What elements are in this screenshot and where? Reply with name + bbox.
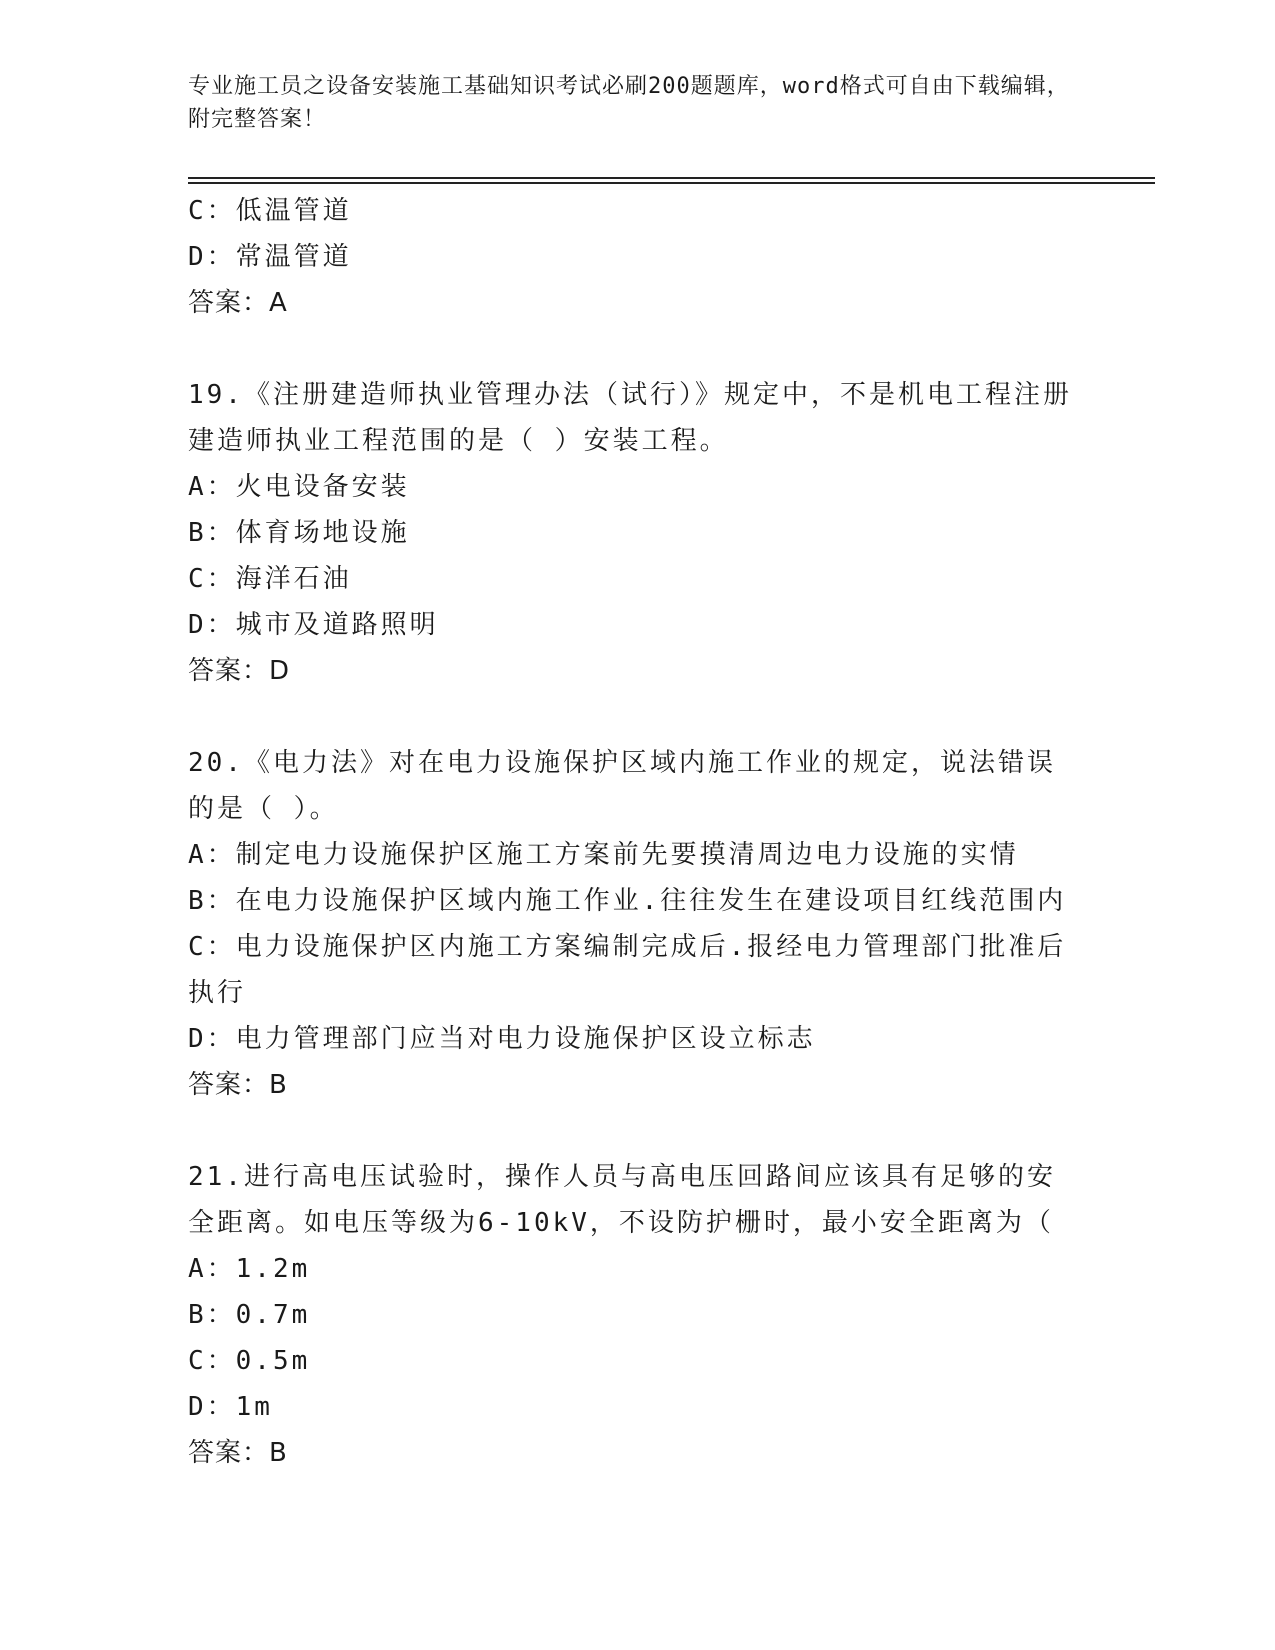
answer-line: 答案：A xyxy=(188,288,288,318)
option-d: D：常温管道 xyxy=(188,242,352,272)
option-c: C：海洋石油 xyxy=(188,564,352,594)
option-c: C：电力设施保护区内施工方案编制完成后.报经电力管理部门批准后执行 xyxy=(188,932,1067,1008)
question-stem: 20.《电力法》对在电力设施保护区域内施工作业的规定，说法错误的是（ ）。 xyxy=(188,748,1056,824)
header-rule-bottom xyxy=(188,182,1155,184)
document-header: 专业施工员之设备安装施工基础知识考试必刷200题题库，word格式可自由下载编辑，附完整答案！ xyxy=(188,74,1070,132)
spacer xyxy=(188,1108,1078,1154)
option-a: A：1.2m xyxy=(188,1254,311,1284)
answer-line: 答案：B xyxy=(188,1070,288,1100)
answer-line: 答案：D xyxy=(188,656,291,686)
question-stem: 19.《注册建造师执业管理办法（试行）》规定中，不是机电工程注册建造师执业工程范围的是（ ）安装工程。 xyxy=(188,380,1072,456)
option-b: B：在电力设施保护区域内施工作业.往往发生在建设项目红线范围内 xyxy=(188,886,1067,916)
previous-question xyxy=(188,188,1078,326)
option-c: C：低温管道 xyxy=(188,196,352,226)
option-a: A：火电设备安装 xyxy=(188,472,410,502)
header-rule-top xyxy=(188,177,1155,179)
option-d: D：电力管理部门应当对电力设施保护区设立标志 xyxy=(188,1024,816,1054)
question-19 xyxy=(188,372,1078,694)
option-a: A：制定电力设施保护区施工方案前先要摸清周边电力设施的实情 xyxy=(188,840,1019,870)
question-content xyxy=(188,188,1078,1476)
question-20 xyxy=(188,740,1078,1108)
spacer xyxy=(188,694,1078,740)
option-b: B：0.7m xyxy=(188,1300,311,1330)
option-d: D：1m xyxy=(188,1392,273,1422)
option-b: B：体育场地设施 xyxy=(188,518,410,548)
question-stem: 21.进行高电压试验时，操作人员与高电压回路间应该具有足够的安全距离。如电压等级为6-10kV，不设防护栅时，最小安全距离为（ xyxy=(188,1162,1056,1238)
question-21 xyxy=(188,1154,1078,1476)
option-c: C：0.5m xyxy=(188,1346,311,1376)
option-d: D：城市及道路照明 xyxy=(188,610,439,640)
spacer xyxy=(188,326,1078,372)
answer-line: 答案：B xyxy=(188,1438,288,1468)
